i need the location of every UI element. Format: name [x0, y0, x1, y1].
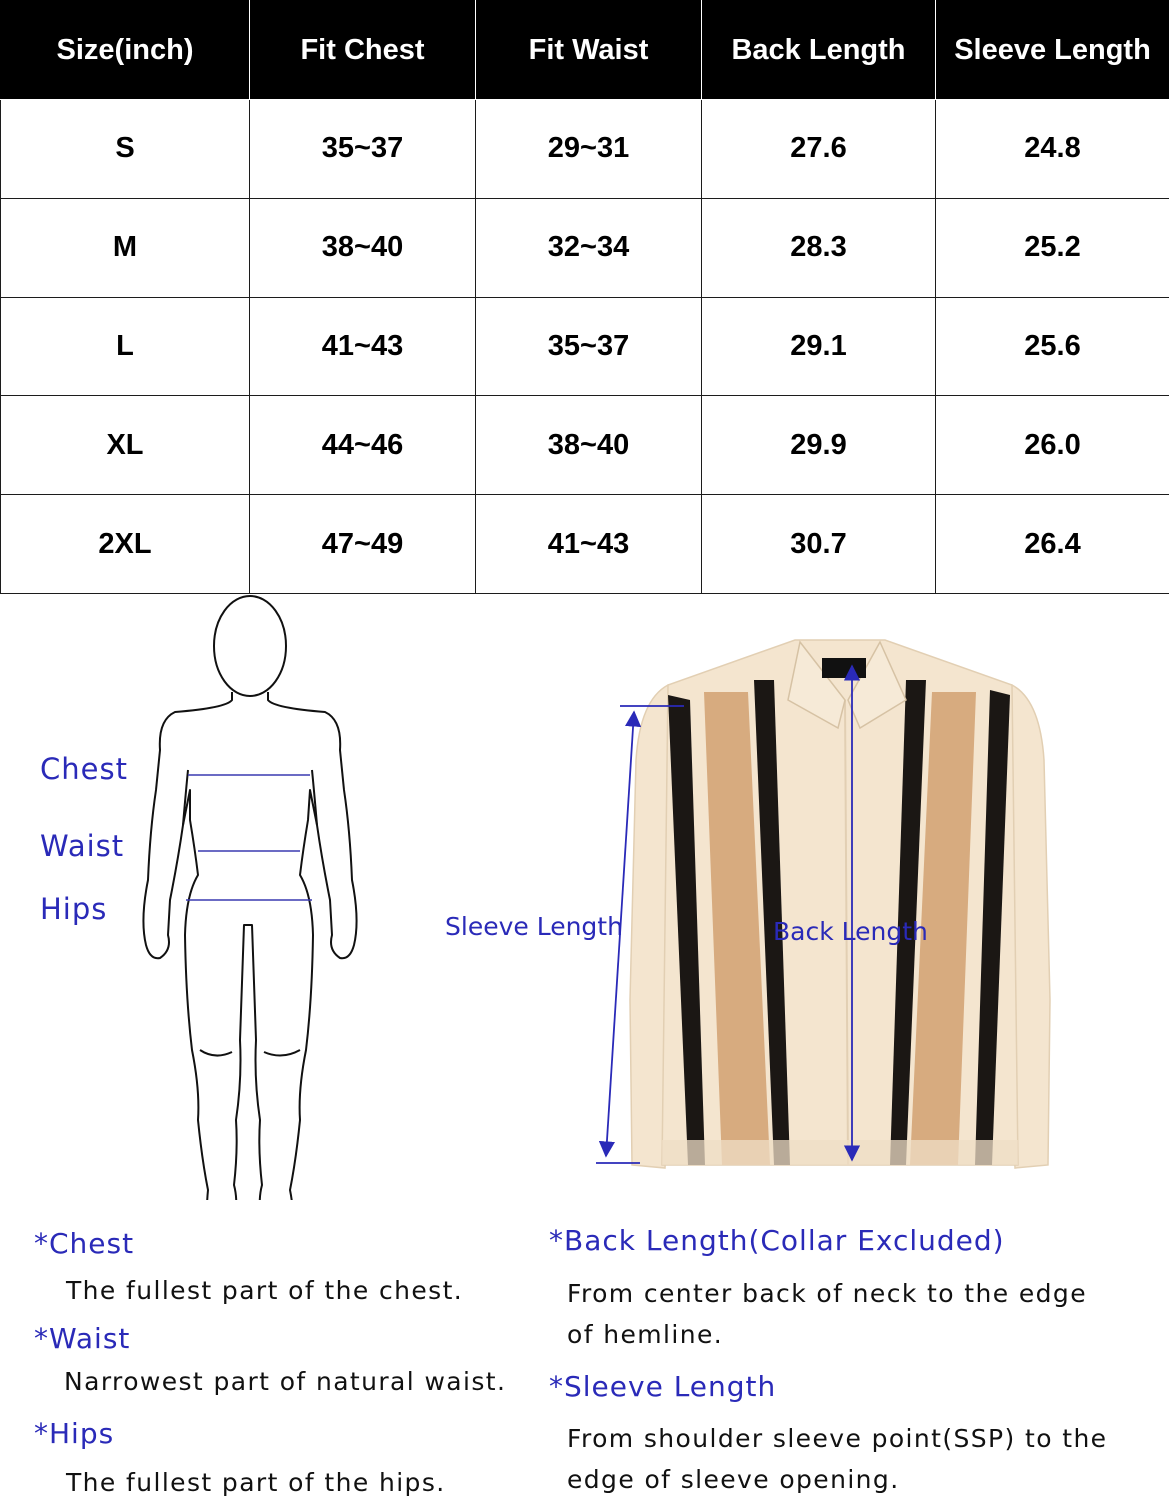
back-length-note-line: of hemline.	[567, 1314, 1087, 1355]
cell-back-length: 28.3	[702, 198, 936, 297]
waist-figure-label: Waist	[40, 829, 124, 863]
hips-note-title: *Hips	[34, 1417, 114, 1450]
back-length-figure-label: Back Length	[773, 917, 928, 946]
cell-size: L	[1, 297, 250, 396]
table-row	[1, 100, 1169, 199]
chest-figure-label: Chest	[40, 752, 128, 786]
header-size: Size(inch)	[1, 1, 250, 100]
cell-fit-waist: 41~43	[476, 495, 702, 594]
cell-back-length: 29.9	[702, 396, 936, 495]
hem-band	[662, 1140, 1018, 1165]
left-knee-line	[200, 1050, 232, 1056]
table-row	[1, 495, 1169, 594]
cell-size: 2XL	[1, 495, 250, 594]
cell-back-length: 27.6	[702, 100, 936, 199]
table-header-row	[1, 1, 1169, 100]
back-length-note-title: *Back Length(Collar Excluded)	[549, 1224, 1005, 1257]
waist-note-text: Narrowest part of natural waist.	[64, 1361, 506, 1402]
header-sleeve-length: Sleeve Length	[936, 1, 1169, 100]
back-length-note-line: From center back of neck to the edge	[567, 1273, 1087, 1314]
cell-fit-chest: 35~37	[250, 100, 476, 199]
illustration-canvas	[0, 594, 1169, 1200]
sleeve-length-note-text	[567, 1418, 1107, 1500]
body-outline-figure	[143, 596, 356, 1200]
cell-fit-chest: 44~46	[250, 396, 476, 495]
chest-note-text: The fullest part of the chest.	[66, 1270, 463, 1311]
cell-sleeve-length: 24.8	[936, 100, 1169, 199]
cell-sleeve-length: 26.4	[936, 495, 1169, 594]
cell-sleeve-length: 25.2	[936, 198, 1169, 297]
cell-sleeve-length: 25.6	[936, 297, 1169, 396]
cell-fit-waist: 29~31	[476, 100, 702, 199]
header-fit-chest: Fit Chest	[250, 1, 476, 100]
table-row	[1, 297, 1169, 396]
table-row	[1, 198, 1169, 297]
cell-fit-waist: 38~40	[476, 396, 702, 495]
sleeve-length-note-title: *Sleeve Length	[549, 1370, 776, 1403]
cell-size: M	[1, 198, 250, 297]
hips-note-text: The fullest part of the hips.	[66, 1462, 446, 1503]
cell-fit-chest: 38~40	[250, 198, 476, 297]
cell-fit-chest: 41~43	[250, 297, 476, 396]
right-knee-line	[264, 1050, 300, 1056]
cell-back-length: 30.7	[702, 495, 936, 594]
sleeve-length-figure-label: Sleeve Length	[445, 912, 623, 941]
chest-note-title: *Chest	[34, 1227, 134, 1260]
head-outline	[214, 596, 286, 696]
neck-label-tag	[822, 658, 866, 678]
header-fit-waist: Fit Waist	[476, 1, 702, 100]
body-silhouette-outline	[143, 692, 356, 1200]
sleeve-length-note-line: edge of sleeve opening.	[567, 1459, 1107, 1500]
cell-size: S	[1, 100, 250, 199]
waist-note-title: *Waist	[34, 1322, 130, 1355]
cardigan-shirt-illustration	[630, 640, 1050, 1168]
sleeve-length-note-line: From shoulder sleeve point(SSP) to the	[567, 1418, 1107, 1459]
table-row	[1, 396, 1169, 495]
cell-size: XL	[1, 396, 250, 495]
back-length-note-text	[567, 1273, 1087, 1355]
cell-fit-waist: 32~34	[476, 198, 702, 297]
hips-figure-label: Hips	[40, 892, 107, 926]
cell-sleeve-length: 26.0	[936, 396, 1169, 495]
header-back-length: Back Length	[702, 1, 936, 100]
cell-fit-waist: 35~37	[476, 297, 702, 396]
cell-back-length: 29.1	[702, 297, 936, 396]
cell-fit-chest: 47~49	[250, 495, 476, 594]
size-chart-table	[0, 0, 1169, 594]
body-measurement-lines	[186, 775, 312, 900]
